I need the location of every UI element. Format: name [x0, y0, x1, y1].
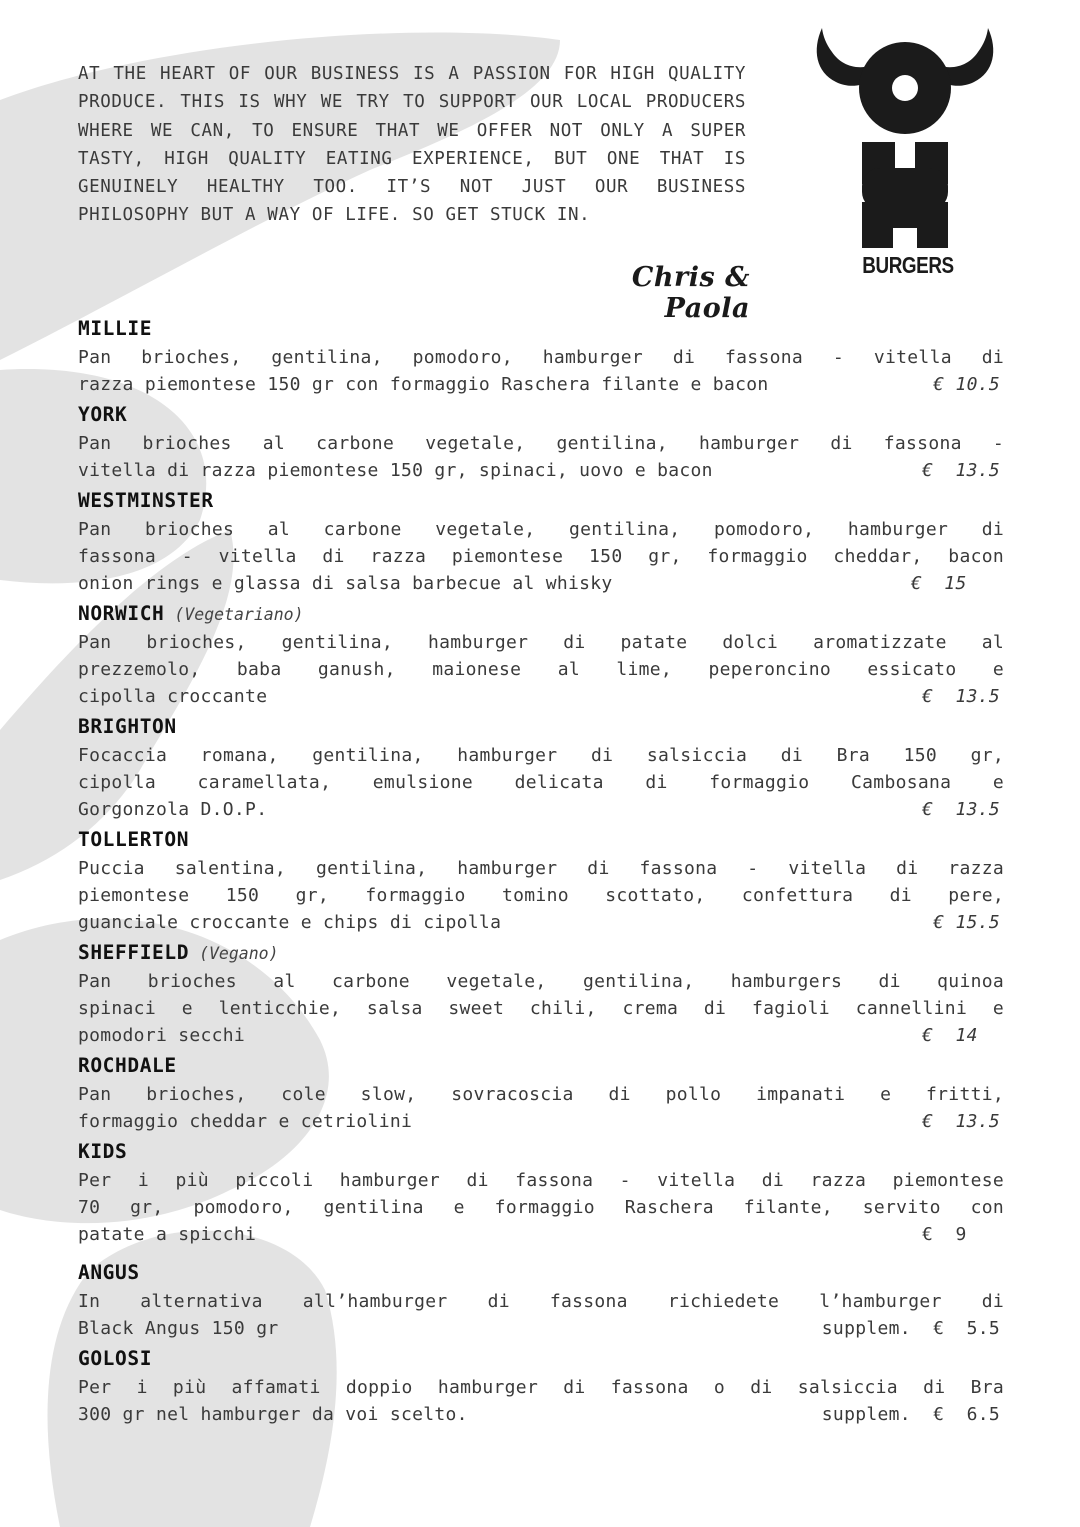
- description-last-line: [78, 457, 1004, 484]
- menu-item-tag: (Vegano): [199, 944, 279, 963]
- menu-item-description: [78, 629, 1004, 710]
- menu-item-golosi: [78, 1344, 1004, 1428]
- menu-item-name: MILLIE: [78, 317, 153, 340]
- description-line: cipolla caramellata, emulsione delicata di formaggio Cambosana e: [78, 772, 1004, 793]
- description-line: pomodori secchi: [78, 1025, 246, 1046]
- ox-horns-logo-icon: [810, 20, 1000, 290]
- description-last-line: [78, 1108, 1004, 1135]
- description-line: 70 gr, pomodoro, gentilina e formaggio Raschera filante, servito con: [78, 1197, 1004, 1218]
- description-line: patate a spicchi: [78, 1224, 257, 1245]
- menu-item-name: SHEFFIELD: [78, 941, 190, 964]
- description-last-line: [78, 1315, 1004, 1342]
- menu-item-price: € 15.5: [933, 912, 1000, 933]
- menu-item-header: [78, 825, 1004, 855]
- description-last-line: [78, 909, 1004, 936]
- menu-item-header: [78, 1051, 1004, 1081]
- menu-item-angus: [78, 1258, 1004, 1342]
- menu-item-header: [78, 1258, 1004, 1288]
- menu-item-price: € 10.5: [933, 374, 1000, 395]
- menu-item-description: [78, 1167, 1004, 1248]
- description-line: Pan brioches al carbone vegetale, gentilina, hamburgers di quinoa: [78, 971, 1004, 992]
- menu-item-millie: [78, 314, 1004, 398]
- description-line: Puccia salentina, gentilina, hamburger di fassona - vitella di razza: [78, 858, 1004, 879]
- menu-item-price: € 13.5: [922, 799, 1000, 820]
- menu-item-price: supplem. € 5.5: [821, 1318, 1000, 1339]
- description-line: In alternativa all’hamburger di fassona richiedete l’hamburger di: [78, 1291, 1004, 1312]
- menu-item-sheffield: [78, 938, 1004, 1049]
- menu-item-description: [78, 1081, 1004, 1135]
- description-line: Pan brioches, gentilina, pomodoro, hamburger di fassona - vitella di: [78, 347, 1004, 368]
- description-line: piemontese 150 gr, formaggio tomino scottato, confettura di pere,: [78, 885, 1004, 906]
- menu-item-description: [78, 742, 1004, 823]
- description-line: vitella di razza piemontese 150 gr, spinaci, uovo e bacon: [78, 460, 713, 481]
- menu-item-price: supplem. € 6.5: [821, 1404, 1000, 1425]
- description-line: razza piemontese 150 gr con formaggio Raschera filante e bacon: [78, 374, 769, 395]
- description-line: Focaccia romana, gentilina, hamburger di salsiccia di Bra 150 gr,: [78, 745, 1004, 766]
- menu-item-price: € 13.5: [922, 686, 1000, 707]
- menu-item-tag: (Vegetariano): [174, 605, 304, 624]
- menu-item-name: WESTMINSTER: [78, 489, 214, 512]
- menu-item-york: [78, 400, 1004, 484]
- description-last-line: [78, 1022, 1004, 1049]
- description-line: Gorgonzola D.O.P.: [78, 799, 268, 820]
- description-last-line: [78, 371, 1004, 398]
- description-line: cipolla croccante: [78, 686, 268, 707]
- description-last-line: [78, 683, 1004, 710]
- menu-item-price: € 13.5: [922, 1111, 1000, 1132]
- description-last-line: [78, 1401, 1004, 1428]
- menu-item-header: [78, 712, 1004, 742]
- description-line: Pan brioches al carbone vegetale, gentilina, pomodoro, hamburger di: [78, 519, 1004, 540]
- menu-item-name: YORK: [78, 403, 128, 426]
- description-last-line: [78, 1221, 1004, 1248]
- menu-item-header: [78, 599, 1004, 629]
- description-line: Pan brioches, cole slow, sovracoscia di pollo impanati e fritti,: [78, 1084, 1004, 1105]
- menu-item-description: [78, 1374, 1004, 1428]
- menu-item-name: GOLOSI: [78, 1347, 153, 1370]
- description-line: Black Angus 150 gr: [78, 1318, 279, 1339]
- menu-item-description: [78, 344, 1004, 398]
- menu-item-kids: [78, 1137, 1004, 1248]
- description-line: formaggio cheddar e cetriolini: [78, 1111, 413, 1132]
- menu-item-name: KIDS: [78, 1140, 128, 1163]
- description-line: guanciale croccante e chips di cipolla: [78, 912, 502, 933]
- menu-item-header: [78, 938, 1004, 968]
- menu-item-name: ANGUS: [78, 1261, 140, 1284]
- menu-item-header: [78, 1137, 1004, 1167]
- description-line: Per i più affamati doppio hamburger di fassona o di salsiccia di Bra: [78, 1377, 1004, 1398]
- menu-item-name: ROCHDALE: [78, 1054, 177, 1077]
- menu-item-price: € 9: [922, 1224, 1000, 1245]
- menu-list: [78, 312, 1004, 1428]
- description-last-line: [78, 796, 1004, 823]
- menu-item-tollerton: [78, 825, 1004, 936]
- menu-item-norwich: [78, 599, 1004, 710]
- menu-item-name: BRIGHTON: [78, 715, 177, 738]
- menu-item-price: € 13.5: [922, 460, 1000, 481]
- menu-item-brighton: [78, 712, 1004, 823]
- description-line: spinaci e lenticchie, salsa sweet chili, crema di fagioli cannellini e: [78, 998, 1004, 1019]
- intro-text: AT THE HEART OF OUR BUSINESS IS A PASSION FOR HIGH QUALITY PRODUCE. THIS IS WHY WE TRY TO SUPPORT OUR LOCAL PRODUCERS WHERE WE CAN, TO ENSURE THAT WE OFFER NOT ONLY A SUPER TASTY, HIGH QUALITY EATING EXPERIENCE, BUT ONE THAT IS GENUINELY HEALTHY TOO. IT’S NOT JUST OUR BUSINESS PHILOSOPHY BUT A WAY OF LIFE. SO GET STUCK IN.: [78, 64, 746, 226]
- description-line: onion rings e glassa di salsa barbecue al whisky: [78, 573, 613, 594]
- menu-item-description: [78, 1288, 1004, 1342]
- description-line: prezzemolo, baba ganush, maionese al lime, peperoncino essicato e: [78, 659, 1004, 680]
- menu-item-price: € 14: [922, 1025, 1000, 1046]
- menu-item-westminster: [78, 486, 1004, 597]
- logo-caption: BURGERS: [862, 252, 954, 278]
- menu-item-rochdale: [78, 1051, 1004, 1135]
- menu-item-header: [78, 314, 1004, 344]
- menu-item-name: NORWICH: [78, 602, 165, 625]
- menu-item-price: € 15: [910, 573, 1000, 594]
- signature: Chris & Paola: [631, 262, 750, 324]
- description-line: fassona - vitella di razza piemontese 150 gr, formaggio cheddar, bacon: [78, 546, 1004, 567]
- menu-item-header: [78, 400, 1004, 430]
- menu-item-description: [78, 968, 1004, 1049]
- description-line: Pan brioches, gentilina, hamburger di patate dolci aromatizzate al: [78, 632, 1004, 653]
- description-line: Per i più piccoli hamburger di fassona - vitella di razza piemontese: [78, 1170, 1004, 1191]
- description-last-line: [78, 570, 1004, 597]
- description-line: Pan brioches al carbone vegetale, gentilina, hamburger di fassona -: [78, 433, 1004, 454]
- menu-item-header: [78, 1344, 1004, 1374]
- menu-item-header: [78, 486, 1004, 516]
- menu-item-description: [78, 516, 1004, 597]
- description-line: 300 gr nel hamburger da voi scelto.: [78, 1404, 468, 1425]
- menu-item-name: TOLLERTON: [78, 828, 190, 851]
- menu-item-description: [78, 855, 1004, 936]
- menu-item-description: [78, 430, 1004, 484]
